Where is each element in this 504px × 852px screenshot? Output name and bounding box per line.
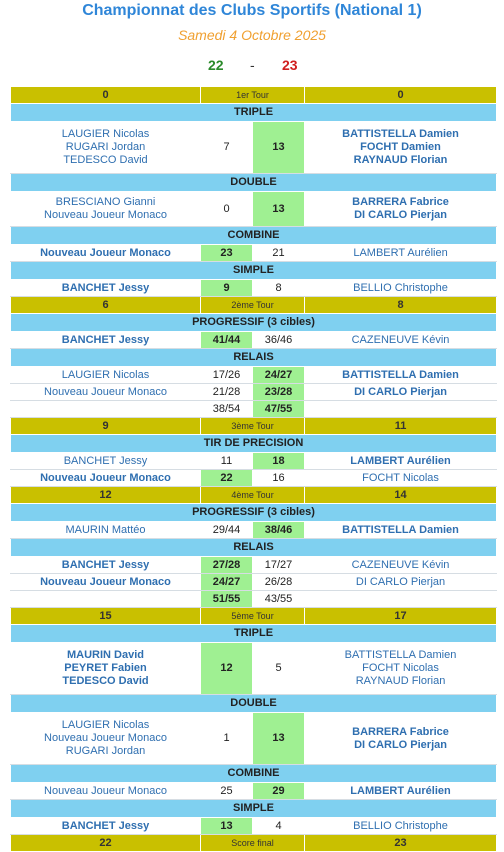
home-result: 13 (201, 818, 253, 835)
player-name: DI CARLO Pierjan (354, 209, 447, 221)
away-players (305, 280, 497, 297)
home-players (11, 470, 201, 487)
match-row (11, 367, 497, 384)
away-result: 38/46 (253, 522, 305, 539)
event-section-row (11, 504, 497, 522)
player-name: BATTISTELLA Damien (344, 649, 457, 661)
round-label: 3ème Tour (201, 418, 305, 435)
match-row (11, 332, 497, 349)
match-row (11, 591, 497, 608)
player-name: RUGARI Jordan (65, 745, 146, 757)
player-name: RAYNAUD Florian (353, 154, 448, 166)
round-row (11, 418, 497, 435)
home-result: 22 (201, 470, 253, 487)
home-players (11, 384, 201, 401)
away-players (305, 384, 497, 401)
player-name: BRESCIANO Gianni (55, 196, 156, 208)
home-score: 22 (208, 57, 224, 73)
event-name: DOUBLE (11, 695, 497, 713)
away-players (305, 818, 497, 835)
player-name: BELLIO Christophe (353, 281, 448, 294)
away-result: 5 (253, 643, 305, 695)
away-players (305, 332, 497, 349)
player-name: BARRERA Fabrice (352, 725, 449, 738)
player-name: BANCHET Jessy (61, 558, 150, 571)
event-section-row (11, 314, 497, 332)
away-players (305, 557, 497, 574)
away-players (305, 591, 497, 608)
home-result: 7 (201, 122, 253, 174)
home-players (11, 367, 201, 384)
event-section-row (11, 625, 497, 643)
home-result: 51/55 (201, 591, 253, 608)
match-row (11, 783, 497, 800)
away-players (305, 522, 497, 539)
page-header (0, 0, 504, 86)
away-result: 18 (253, 453, 305, 470)
home-players (11, 280, 201, 297)
away-result: 21 (253, 245, 305, 262)
home-result: 24/27 (201, 574, 253, 591)
player-name: LAUGIER Nicolas (61, 719, 150, 731)
away-result: 26/28 (253, 574, 305, 591)
home-result: 11 (201, 453, 253, 470)
away-players (305, 713, 497, 765)
page-title: Championnat des Clubs Sportifs (National 1) (82, 2, 422, 19)
event-section-row (11, 104, 497, 122)
match-row (11, 245, 497, 262)
event-name: SIMPLE (11, 800, 497, 818)
home-players (11, 557, 201, 574)
home-players (11, 783, 201, 800)
player-name: BATTISTELLA Damien (342, 523, 459, 536)
player-name: Nouveau Joueur Monaco (44, 732, 167, 744)
away-result: 13 (253, 192, 305, 227)
match-row (11, 122, 497, 174)
away-result: 24/27 (253, 367, 305, 384)
home-players (11, 818, 201, 835)
away-players (305, 643, 497, 695)
event-name: COMBINE (11, 765, 497, 783)
round-label: Score final (201, 835, 305, 852)
home-result: 17/26 (201, 367, 253, 384)
round-row (11, 608, 497, 625)
player-name: DI CARLO Pierjan (354, 385, 447, 398)
away-players (305, 192, 497, 227)
score-separator: - (250, 57, 255, 73)
home-players (11, 192, 201, 227)
event-name: TRIPLE (11, 625, 497, 643)
round-away-score: 11 (305, 418, 497, 435)
match-row (11, 818, 497, 835)
match-row (11, 453, 497, 470)
home-result: 29/44 (201, 522, 253, 539)
player-name: LAUGIER Nicolas (61, 128, 150, 140)
away-result: 29 (253, 783, 305, 800)
event-section-row (11, 435, 497, 453)
home-players (11, 332, 201, 349)
home-result: 38/54 (201, 401, 253, 418)
away-result: 16 (253, 470, 305, 487)
away-players (305, 122, 497, 174)
match-date: Samedi 4 Octobre 2025 (178, 27, 326, 43)
event-name: TIR DE PRECISION (11, 435, 497, 453)
away-result: 13 (253, 122, 305, 174)
home-players (11, 245, 201, 262)
home-result: 1 (201, 713, 253, 765)
round-away-score: 14 (305, 487, 497, 504)
away-score: 23 (282, 57, 298, 73)
results-body (11, 87, 497, 852)
player-name: MAURIN Mattéo (65, 523, 146, 536)
event-name: SIMPLE (11, 262, 497, 280)
round-away-score: 17 (305, 608, 497, 625)
home-result: 9 (201, 280, 253, 297)
results-table (10, 86, 497, 852)
player-name: DI CARLO Pierjan (355, 575, 446, 588)
away-result: 23/28 (253, 384, 305, 401)
round-row (11, 835, 497, 852)
away-players (305, 574, 497, 591)
home-players (11, 122, 201, 174)
away-result: 47/55 (253, 401, 305, 418)
match-row (11, 470, 497, 487)
player-name: LAMBERT Aurélien (353, 246, 448, 259)
match-row (11, 280, 497, 297)
player-name: Nouveau Joueur Monaco (40, 575, 171, 588)
round-label: 1er Tour (201, 87, 305, 104)
away-players (305, 470, 497, 487)
away-players (305, 245, 497, 262)
home-result: 23 (201, 245, 253, 262)
player-name: RAYNAUD Florian (355, 675, 446, 687)
player-name: Nouveau Joueur Monaco (44, 784, 167, 797)
round-row (11, 297, 497, 314)
player-name: TEDESCO David (63, 154, 148, 166)
home-result: 27/28 (201, 557, 253, 574)
home-result: 25 (201, 783, 253, 800)
player-name: Nouveau Joueur Monaco (40, 471, 171, 484)
event-name: TRIPLE (11, 104, 497, 122)
player-name: DI CARLO Pierjan (354, 738, 447, 751)
round-label: 2ème Tour (201, 297, 305, 314)
away-result: 43/55 (253, 591, 305, 608)
player-name: BARRERA Fabrice (352, 196, 449, 208)
round-home-score: 12 (11, 487, 201, 504)
home-players (11, 453, 201, 470)
event-section-row (11, 695, 497, 713)
player-name: PEYRET Fabien (64, 662, 147, 674)
event-section-row (11, 262, 497, 280)
player-name: LAMBERT Aurélien (350, 454, 451, 467)
away-players (305, 401, 497, 418)
away-result: 8 (253, 280, 305, 297)
round-home-score: 0 (11, 87, 201, 104)
event-name: RELAIS (11, 539, 497, 557)
event-name: PROGRESSIF (3 cibles) (11, 314, 497, 332)
away-result: 4 (253, 818, 305, 835)
round-label: 5ème Tour (201, 608, 305, 625)
match-row (11, 557, 497, 574)
player-name: BELLIO Christophe (353, 819, 448, 832)
player-name: BANCHET Jessy (61, 281, 150, 294)
event-section-row (11, 800, 497, 818)
home-players (11, 643, 201, 695)
player-name: RUGARI Jordan (65, 141, 146, 153)
home-players (11, 401, 201, 418)
round-away-score: 8 (305, 297, 497, 314)
player-name: Nouveau Joueur Monaco (44, 209, 167, 221)
event-section-row (11, 227, 497, 245)
player-name: BATTISTELLA Damien (342, 368, 459, 381)
home-result: 12 (201, 643, 253, 695)
player-name: Nouveau Joueur Monaco (44, 385, 167, 398)
event-name: PROGRESSIF (3 cibles) (11, 504, 497, 522)
event-section-row (11, 174, 497, 192)
match-row (11, 522, 497, 539)
event-section-row (11, 765, 497, 783)
away-result: 13 (253, 713, 305, 765)
player-name: CAZENEUVE Kévin (351, 333, 450, 346)
match-row (11, 574, 497, 591)
home-players (11, 522, 201, 539)
away-result: 36/46 (253, 332, 305, 349)
player-name: CAZENEUVE Kévin (351, 558, 450, 571)
home-result: 21/28 (201, 384, 253, 401)
round-home-score: 9 (11, 418, 201, 435)
away-players (305, 783, 497, 800)
away-players (305, 453, 497, 470)
round-row (11, 487, 497, 504)
player-name: BATTISTELLA Damien (342, 128, 459, 140)
away-players (305, 367, 497, 384)
round-home-score: 15 (11, 608, 201, 625)
player-name: BANCHET Jessy (61, 819, 150, 832)
player-name: BANCHET Jessy (63, 454, 148, 467)
match-row (11, 713, 497, 765)
round-away-score: 23 (305, 835, 497, 852)
home-result: 0 (201, 192, 253, 227)
round-home-score: 6 (11, 297, 201, 314)
event-name: RELAIS (11, 349, 497, 367)
match-row (11, 643, 497, 695)
event-section-row (11, 349, 497, 367)
event-name: DOUBLE (11, 174, 497, 192)
match-row (11, 192, 497, 227)
player-name: Nouveau Joueur Monaco (40, 246, 171, 259)
match-row (11, 384, 497, 401)
round-home-score: 22 (11, 835, 201, 852)
player-name: LAMBERT Aurélien (350, 784, 451, 797)
match-row (11, 401, 497, 418)
player-name: LAUGIER Nicolas (61, 368, 150, 381)
event-section-row (11, 539, 497, 557)
away-result: 17/27 (253, 557, 305, 574)
player-name: TEDESCO David (62, 675, 149, 687)
home-players (11, 574, 201, 591)
event-name: COMBINE (11, 227, 497, 245)
round-away-score: 0 (305, 87, 497, 104)
player-name: FOCHT Damien (360, 141, 441, 153)
home-players (11, 591, 201, 608)
player-name: FOCHT Nicolas (362, 662, 439, 674)
player-name: FOCHT Nicolas (362, 471, 439, 484)
round-label: 4ème Tour (201, 487, 305, 504)
player-name: MAURIN David (66, 649, 144, 661)
home-result: 41/44 (201, 332, 253, 349)
home-players (11, 713, 201, 765)
round-row (11, 87, 497, 104)
player-name: BANCHET Jessy (61, 333, 150, 346)
